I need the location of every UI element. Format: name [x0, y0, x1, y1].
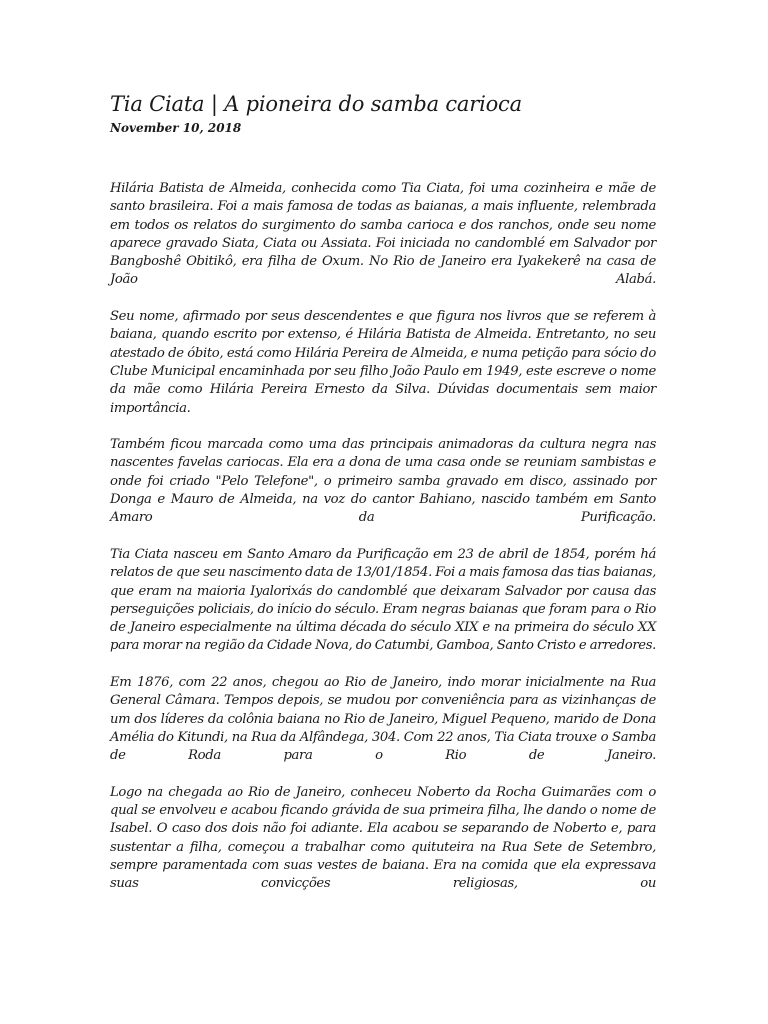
paragraph-1: Hilária Batista de Almeida, conhecida como Tia Ciata, foi uma cozinheira e mãe de santo brasileira. Foi a mais famosa de todas as baianas, a mais influente, relembrada em todos os relatos do surgimento do samba carioca e dos ranchos, onde seu nome aparece gravado Siata, Ciata ou Assiata. Foi iniciada no candomblé em Salvador por Bangboshê Obitikô, era filha de Oxum. No Rio de Janeiro era Iyakekerê na casa de João Alabá. [110, 181, 656, 288]
article-body [110, 180, 656, 894]
article-title: Tia Ciata | A pioneira do samba carioca [110, 92, 522, 116]
paragraph-5: Em 1876, com 22 anos, chegou ao Rio de Janeiro, indo morar inicialmente na Rua General Câmara. Tempos depois, se mudou por conveniência para as vizinhanças de um dos líderes da colônia baiana no Rio de Janeiro, Miguel Pequeno, marido de Dona Amélia do Kitundi, na Rua da Alfândega, 304. Com 22 anos, Tia Ciata trouxe o Samba de Roda para o Rio de Janeiro. [110, 675, 656, 764]
paragraph-4: Tia Ciata nasceu em Santo Amaro da Purificação em 23 de abril de 1854, porém há relatos de que seu nascimento data de 13/01/1854. Foi a mais famosa das tias baianas, que eram na maioria Iyalorixás do candomblé que deixaram Salvador por causa das perseguições policiais, do início do século. Eram negras baianas que foram para o Rio de Janeiro especialmente na última década do século XIX e na primeira do século XX para morar na região da Cidade Nova, do Catumbi, Gamboa, Santo Cristo e arredores. [110, 546, 656, 654]
document-page [110, 90, 656, 912]
paragraph-2: Seu nome, afirmado por seus descendentes e que figura nos livros que se referem à baiana, quando escrito por extenso, é Hilária Batista de Almeida. Entretanto, no seu atestado de óbito, está como Hilária Pereira de Almeida, e numa petição para sócio do Clube Municipal encaminhada por seu filho João Paulo em 1949, este escreve o nome da mãe como Hilária Pereira Ernesto da Silva. Dúvidas documentais sem maior importância. [110, 309, 656, 416]
article-date: November 10, 2018 [110, 121, 242, 135]
paragraph-6: Logo na chegada ao Rio de Janeiro, conheceu Noberto da Rocha Guimarães com o qual se envolveu e acabou ficando grávida de sua primeira filha, lhe dando o nome de Isabel. O caso dos dois não foi adiante. Ela acabou se separando de Noberto e, para sustentar a filha, começou a trabalhar como quituteira na Rua Sete de Setembro, sempre paramentada com suas vestes de baiana. Era na comida que ela expressava suas convicções religiosas, ou [110, 784, 656, 892]
paragraph-3: Também ficou marcada como uma das principais animadoras da cultura negra nas nascentes favelas cariocas. Ela era a dona de uma casa onde se reuniam sambistas e onde foi criado "Pelo Telefone", o primeiro samba gravado em disco, assinado por Donga e Mauro de Almeida, na voz do cantor Bahiano, nascido também em Santo Amaro da Purificação. [110, 437, 656, 526]
